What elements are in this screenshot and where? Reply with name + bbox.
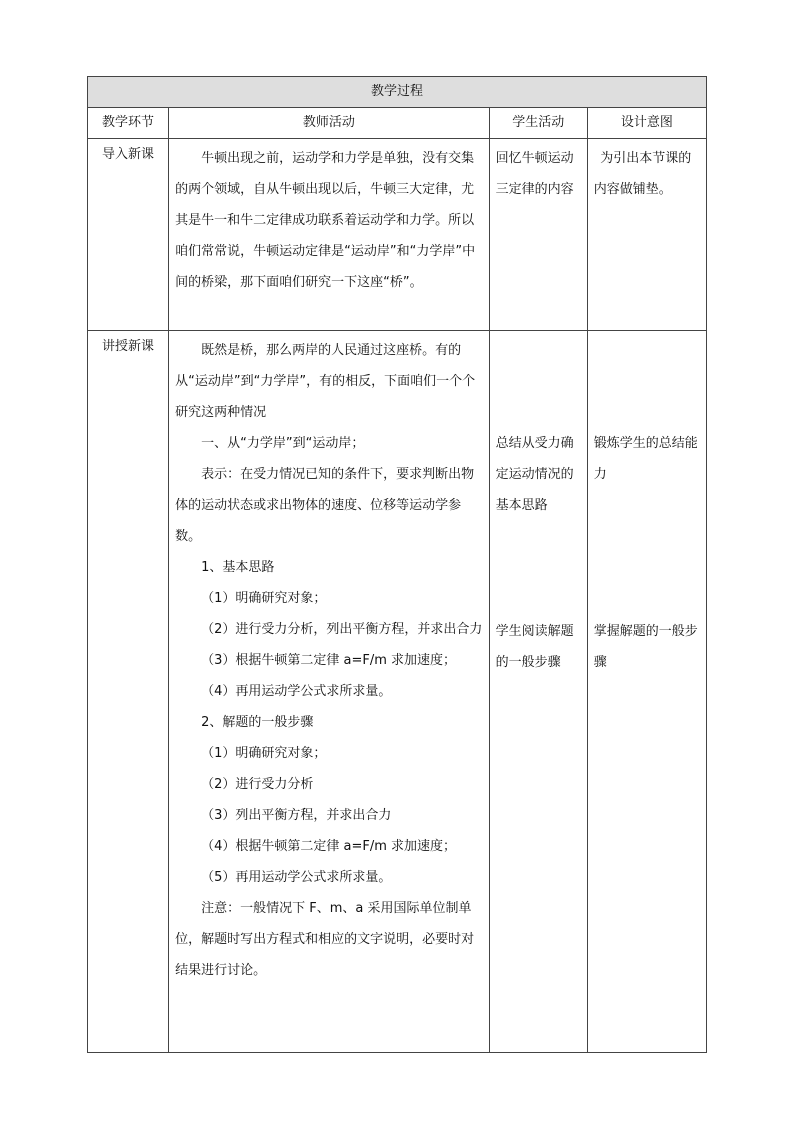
teacher-paragraph: 1、基本思路 xyxy=(201,560,275,575)
student-activity-cell xyxy=(489,139,587,331)
teacher-paragraph: （1）明确研究对象； xyxy=(201,591,327,606)
design-intent-cell xyxy=(587,331,706,1053)
design-intent-text: 锻炼学生的总结能力 xyxy=(593,436,698,482)
header-stage: 教学环节 xyxy=(88,108,169,139)
spacer xyxy=(496,521,581,616)
spacer xyxy=(594,490,700,616)
stage-cell: 导入新课 xyxy=(88,139,169,331)
teacher-paragraph: （4）再用运动学公式求所求量。 xyxy=(201,684,392,699)
teaching-process-table xyxy=(87,76,707,1053)
design-intent-cell xyxy=(587,139,706,331)
teacher-paragraph: （3）列出平衡方程，并求出合力 xyxy=(201,808,392,823)
design-intent-text: 掌握解题的一般步骤 xyxy=(593,624,698,670)
student-activity-text: 学生阅读解题的一般步骤 xyxy=(495,624,574,670)
header-design-intent: 设计意图 xyxy=(587,108,706,139)
teacher-activity-cell xyxy=(169,331,490,1053)
teacher-paragraph: 表示：在受力情况已知的条件下，要求判断出物体的运动状态或求出物体的速度、位移等运动学参数。 xyxy=(175,467,475,544)
teacher-paragraph: （2）进行受力分析 xyxy=(201,777,314,792)
teacher-paragraph: 一、从“力学岸”到“运动岸； xyxy=(201,436,365,451)
spacer xyxy=(594,335,700,428)
header-teacher-activity: 教师活动 xyxy=(169,108,490,139)
teacher-activity-cell xyxy=(169,139,490,331)
student-activity-cell xyxy=(489,331,587,1053)
student-activity-text: 总结从受力确定运动情况的基本思路 xyxy=(495,436,574,513)
teacher-paragraph: （1）明确研究对象； xyxy=(201,746,327,761)
table-row xyxy=(88,331,707,1053)
student-activity-text: 回忆牛顿运动三定律的内容 xyxy=(495,151,574,197)
table-row xyxy=(88,139,707,331)
teacher-paragraph: 2、解题的一般步骤 xyxy=(201,715,314,730)
teacher-paragraph: 注意：一般情况下 F、m、a 采用国际单位制单位，解题时写出方程式和相应的文字说明，必要时对结果进行讨论。 xyxy=(175,901,475,978)
table-header-row xyxy=(88,108,707,139)
table-title-row xyxy=(88,77,707,108)
teacher-paragraph: （3）根据牛顿第二定律 a=F/m 求加速度； xyxy=(201,653,457,668)
teacher-paragraph: （2）进行受力分析，列出平衡方程，并求出合力 xyxy=(201,622,483,637)
teacher-paragraph: 牛顿出现之前，运动学和力学是单独，没有交集的两个领域，自从牛顿出现以后，牛顿三大定律，尤其是牛一和牛二定律成功联系着运动学和力学。所以咱们常常说，牛顿运动定律是“运动岸”和“力学岸”中间的桥梁，那下面咱们研究一下这座“桥”。 xyxy=(175,151,476,290)
spacer xyxy=(496,335,581,428)
teacher-paragraph: （5）再用运动学公式求所求量。 xyxy=(201,870,392,885)
teacher-paragraph: 既然是桥，那么两岸的人民通过这座桥。有的从“运动岸”到“力学岸”，有的相反，下面咱们一个个研究这两种情况 xyxy=(175,343,476,420)
stage-cell: 讲授新课 xyxy=(88,331,169,1053)
teacher-paragraph: （4）根据牛顿第二定律 a=F/m 求加速度； xyxy=(201,839,457,854)
header-student-activity: 学生活动 xyxy=(489,108,587,139)
table-title: 教学过程 xyxy=(88,77,707,108)
design-intent-text: 为引出本节课的内容做铺垫。 xyxy=(593,151,692,197)
